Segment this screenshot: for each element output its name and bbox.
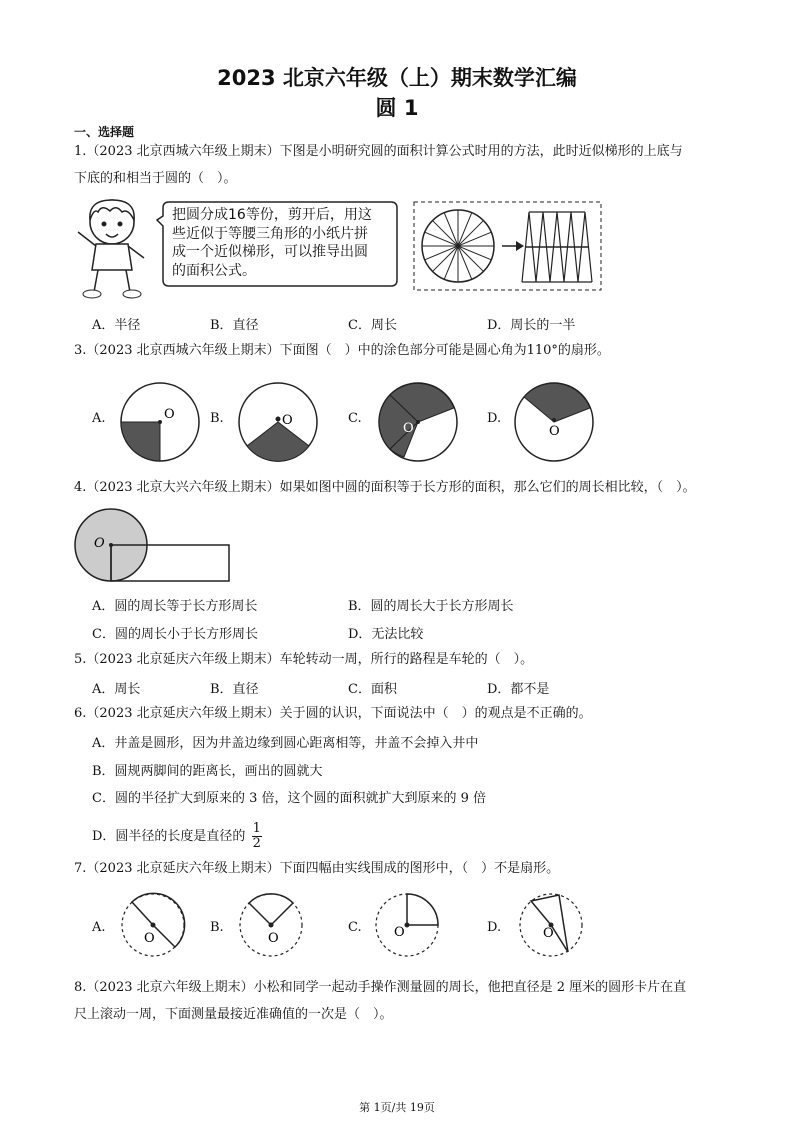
section-heading: 一、选择题	[74, 125, 135, 139]
q7-figure-a	[118, 890, 188, 960]
page-footer: 第 1页/共 19页	[359, 1101, 435, 1114]
q6-option-c[interactable]: C．圆的半径扩大到原来的 3 倍，这个圆的面积就扩大到原来的 9 倍	[92, 791, 487, 806]
circle-to-trapezoid-figure	[410, 200, 605, 292]
bubble-line: 把圆分成16等份，剪开后，用这	[172, 207, 372, 223]
q3-label-a[interactable]: A.	[92, 411, 106, 426]
q7-figure-c	[372, 890, 442, 960]
bubble-line: 些近似于等腰三角形的小纸片拼	[172, 225, 368, 242]
q5-option-d[interactable]: D．都不是	[487, 682, 550, 697]
center-label: O	[282, 413, 293, 428]
q6-text: 6.（2023 北京延庆六年级上期末）关于圆的认识，下面说法中（ ）的观点是不正确的。	[74, 706, 592, 721]
q4-option-a[interactable]: A．圆的周长等于长方形周长	[92, 599, 258, 614]
q7-text: 7.（2023 北京延庆六年级上期末）下面四幅由实线围成的图形中，（ ）不是扇形。	[74, 861, 560, 876]
q5-option-b[interactable]: B．直径	[210, 682, 259, 697]
q3-text: 3.（2023 北京西城六年级上期末）下面图（ ）中的涂色部分可能是圆心角为110°的扇形。	[74, 343, 610, 358]
bubble-line: 成一个近似梯形，可以推导出圆	[172, 244, 368, 260]
q7-label-b[interactable]: B.	[210, 920, 224, 935]
q6-option-d-text: D．圆半径的长度是直径的	[92, 829, 246, 844]
q5-option-c[interactable]: C．面积	[348, 682, 397, 697]
q7-label-c[interactable]: C.	[348, 920, 362, 935]
q1-option-d[interactable]: D．周长的一半	[487, 318, 576, 333]
page-title: 2023 北京六年级（上）期末数学汇编	[217, 66, 577, 90]
fraction	[252, 822, 262, 851]
center-label: O	[268, 931, 279, 946]
center-label: O	[164, 407, 175, 422]
q4-option-d[interactable]: D．无法比较	[348, 627, 424, 642]
center-label: O	[543, 926, 554, 941]
q1-option-c[interactable]: C．周长	[348, 318, 397, 333]
q3-figure-b	[236, 380, 320, 464]
page-subtitle: 圆 1	[375, 96, 419, 120]
center-label: O	[94, 536, 105, 551]
center-label: O	[144, 931, 155, 946]
q7-label-d[interactable]: D.	[487, 920, 502, 935]
q4-option-b[interactable]: B．圆的周长大于长方形周长	[348, 599, 514, 614]
boy-illustration	[72, 196, 156, 302]
center-label: O	[549, 424, 560, 439]
bubble-line: 的面积公式。	[172, 262, 256, 279]
q3-figure-d	[512, 380, 596, 464]
q8-text-line2: 尺上滚动一周，下面测量最接近准确值的一次是（ ）。	[74, 1007, 393, 1022]
q6-option-d[interactable]	[92, 822, 262, 851]
q1-text-line1: 1.（2023 北京西城六年级上期末）下图是小明研究圆的面积计算公式时用的方法，此时近似梯形的上底与	[74, 144, 683, 159]
fraction-denominator: 2	[252, 836, 261, 851]
q8-text-line1: 8.（2023 北京六年级上期末）小松和同学一起动手操作测量圆的周长，他把直径是 2 厘米的圆形卡片在直	[74, 980, 687, 995]
q6-option-a[interactable]: A．井盖是圆形，因为井盖边缘到圆心距离相等，井盖不会掉入井中	[92, 736, 479, 751]
q7-figure-b	[236, 890, 306, 960]
center-label: O	[403, 421, 414, 436]
q3-label-b[interactable]: B.	[210, 411, 224, 426]
fraction-numerator: 1	[252, 821, 261, 836]
q1-option-b[interactable]: B．直径	[210, 318, 259, 333]
center-label: O	[394, 925, 405, 940]
q6-option-b[interactable]: B．圆规两脚间的距离长，画出的圆就大	[92, 764, 323, 779]
q7-label-a[interactable]: A.	[92, 920, 106, 935]
q3-figure-a	[118, 380, 202, 464]
q4-figure	[72, 507, 237, 585]
q3-label-c[interactable]: C.	[348, 411, 362, 426]
q3-figure-c	[376, 380, 460, 464]
q1-option-a[interactable]: A．半径	[92, 318, 141, 333]
q7-figure-d	[516, 890, 586, 960]
q4-option-c[interactable]: C．圆的周长小于长方形周长	[92, 627, 258, 642]
q5-option-a[interactable]: A．周长	[92, 682, 141, 697]
q1-text-line2: 下底的和相当于圆的（ ）。	[74, 171, 237, 186]
q5-text: 5.（2023 北京延庆六年级上期末）车轮转动一周，所行的路程是车轮的（ ）。	[74, 652, 534, 667]
q3-label-d[interactable]: D.	[487, 411, 502, 426]
q4-text: 4.（2023 北京大兴六年级上期末）如果如图中圆的面积等于长方形的面积，那么它们的周长相比较，（ ）。	[74, 480, 696, 495]
